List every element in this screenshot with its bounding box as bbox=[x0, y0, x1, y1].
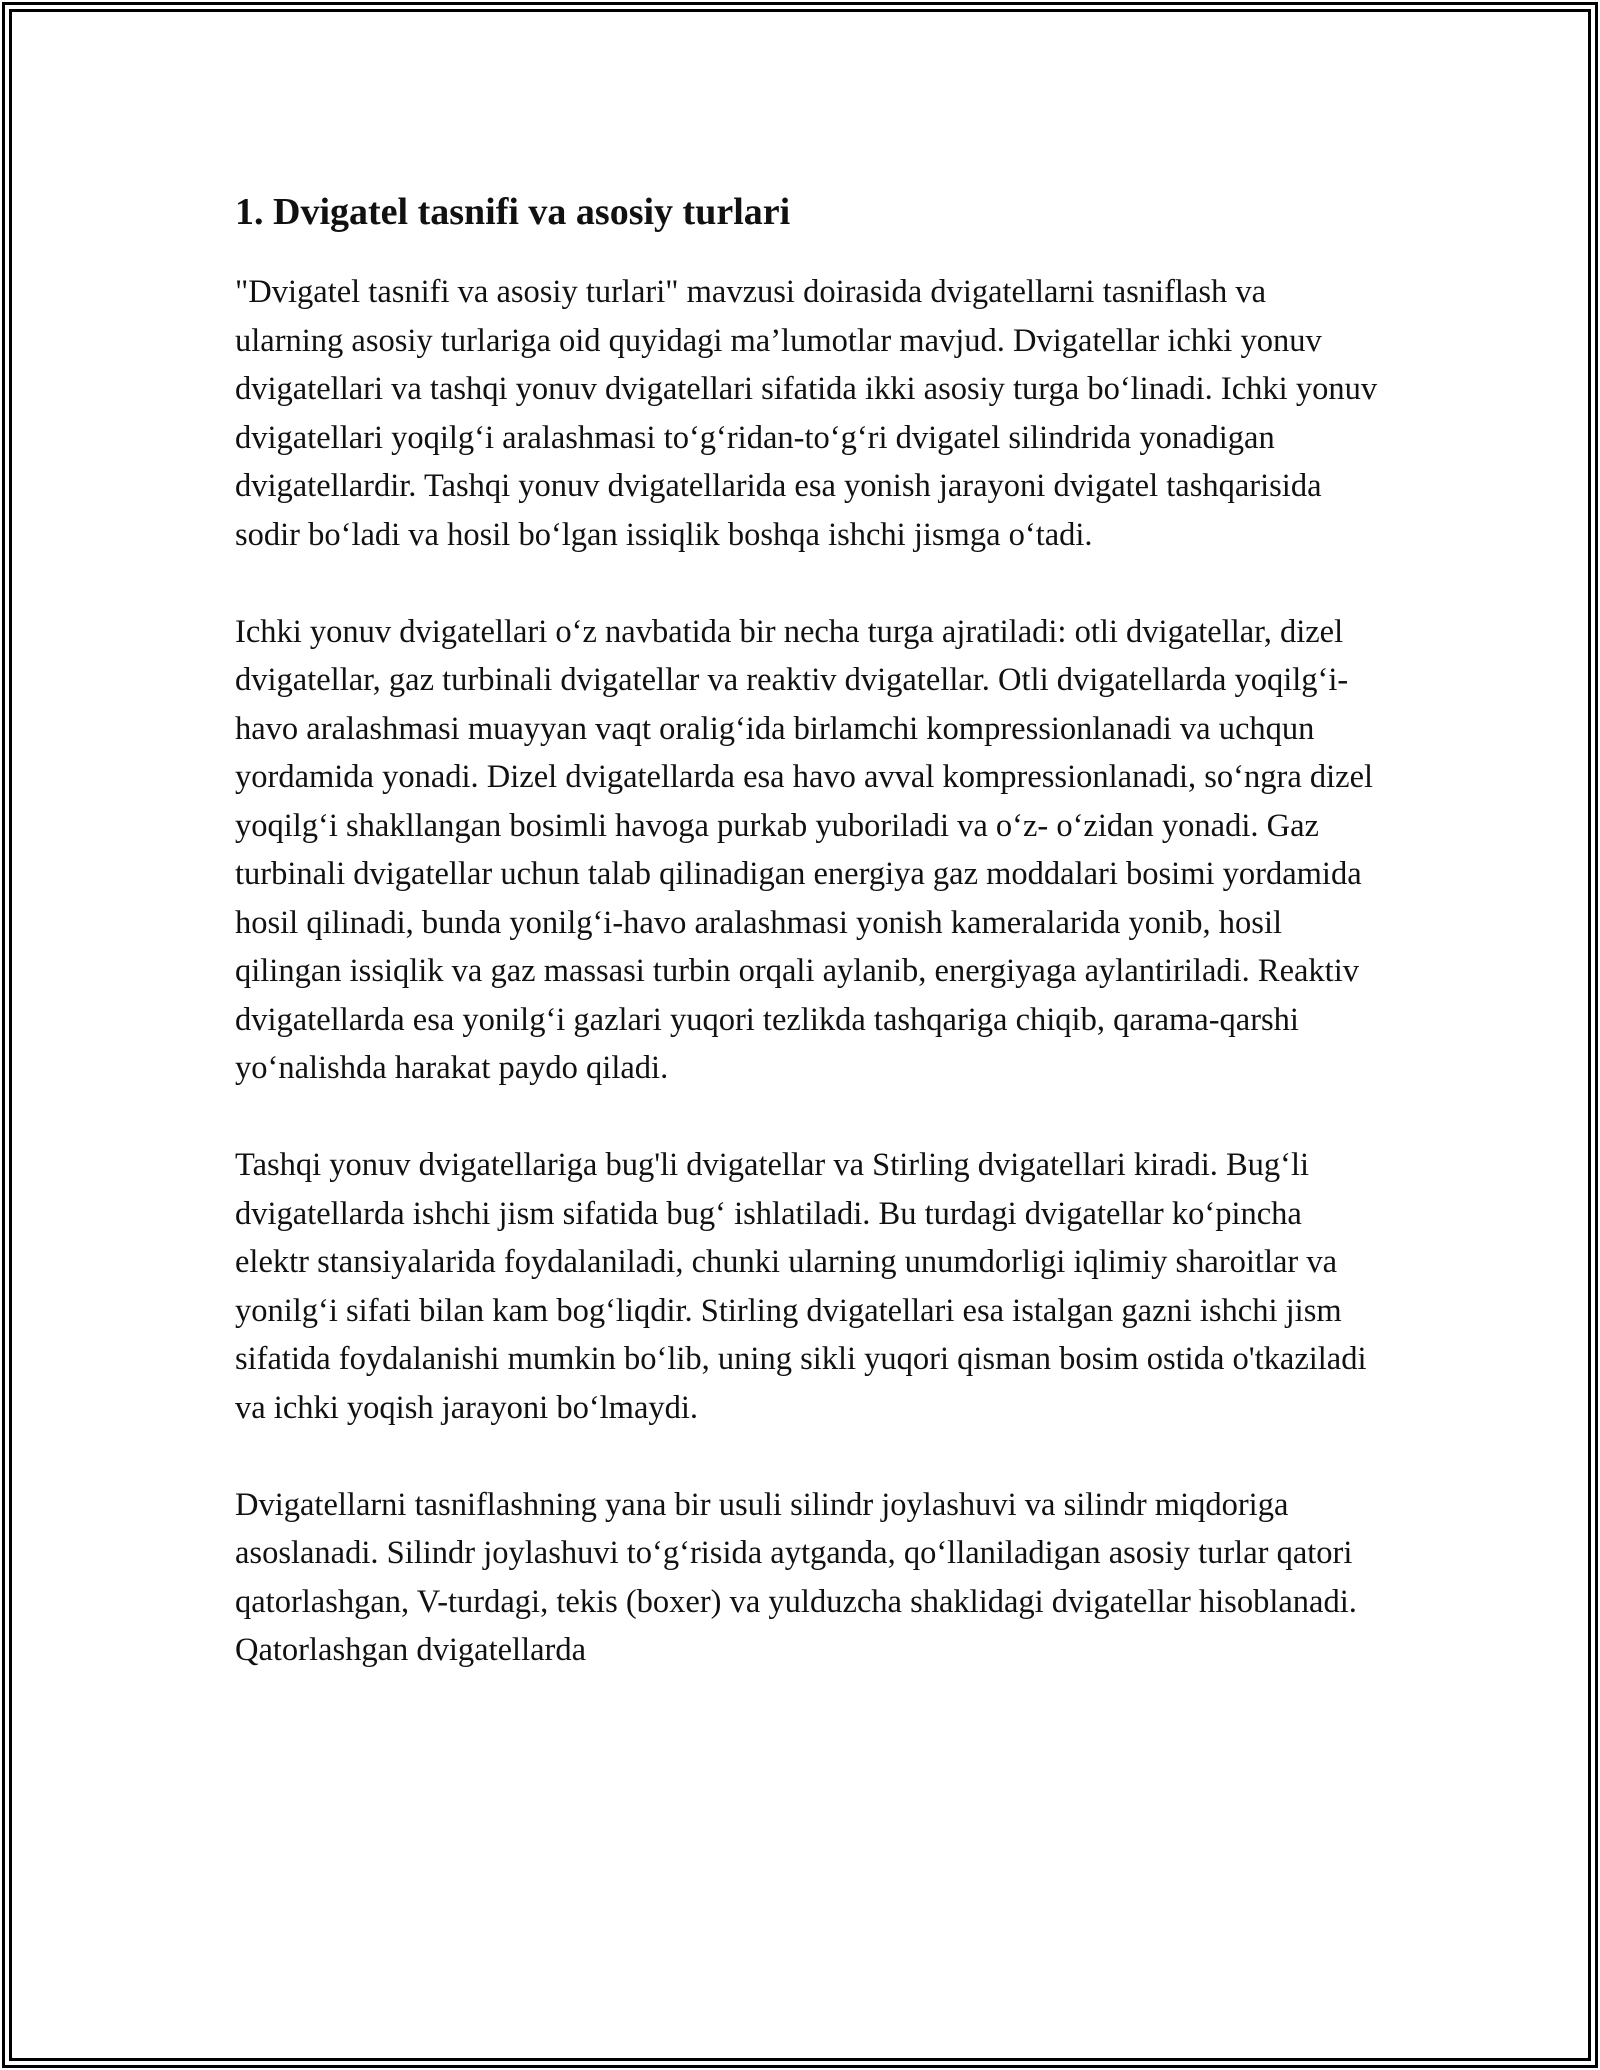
document-body bbox=[235, 182, 1380, 1723]
paragraph-cylinder-layout: Dvigatellarni tasniflashning yana bir usuli silindr joylashuvi va silindr miqdoriga asoslanadi. Silindr joylashuvi to‘g‘risida aytganda, qo‘llaniladigan asosiy turlar qatori qatorlashgan, V-turdagi, tekis (boxer) va yulduzcha shaklidagi dvigatellar hisoblanadi. Qatorlashgan dvigatellarda bbox=[235, 1486, 1357, 1668]
paragraph-external-combustion: Tashqi yonuv dvigatellariga bug'li dvigatellar va Stirling dvigatellari kiradi. Bug‘li dvigatellarda ishchi jism sifatida bug‘ ishlatiladi. Bu turdagi dvigatellar ko‘pincha elektr stansiyalarida foydalaniladi, chunki ularning unumdorligi iqlimiy sharoitlar va yonilg‘i sifati bilan kam bog‘liqdir. Stirling dvigatellari esa istalgan gazni ishchi jism sifatida foydalanishi mumkin bo‘lib, uning sikli yuqori qisman bosim ostida o'tkaziladi va ichki yoqish jarayoni bo‘lmaydi. bbox=[235, 1147, 1367, 1426]
paragraph-internal-combustion: Ichki yonuv dvigatellari o‘z navbatida bir necha turga ajratiladi: otli dvigatellar, dizel dvigatellar, gaz turbinali dvigatellar va reaktiv dvigatellar. Otli dvigatellarda yoqilg‘i-havo aralashmasi muayyan vaqt oralig‘ida birlamchi kompressionlanadi va uchqun yordamida yonadi. Dizel dvigatellarda esa havo avval kompressionlanadi, so‘ngra dizel yoqilg‘i shakllangan bosimli havoga purkab yuboriladi va o‘z- o‘zidan yonadi. Gaz turbinali dvigatellar uchun talab qilinadigan energiya gaz moddalari bosimi yordamida hosil qilinadi, bunda yonilg‘i-havo aralashmasi yonish kameralarida yonib, hosil qilingan issiqlik va gaz massasi turbin orqali aylanib, energiyaga aylantiriladi. Reaktiv dvigatellarda esa yonilg‘i gazlari yuqori tezlikda tashqariga chiqib, qarama-qarshi yo‘nalishda harakat paydo qiladi. bbox=[235, 613, 1374, 1086]
section-heading: 1. Dvigatel tasnifi va asosiy turlari bbox=[235, 191, 791, 233]
paragraph-intro: "Dvigatel tasnifi va asosiy turlari" mavzusi doirasida dvigatellarni tasniflash va ularning asosiy turlariga oid quyidagi ma’lumotlar mavjud. Dvigatellar ichki yonuv dvigatellari va tashqi yonuv dvigatellari sifatida ikki asosiy turga bo‘linadi. Ichki yonuv dvigatellari yoqilg‘i aralashmasi to‘g‘ridan-to‘g‘ri dvigatel silindrida yonadigan dvigatellardir. Tashqi yonuv dvigatellarida esa yonish jarayoni dvigatel tashqarisida sodir bo‘ladi va hosil bo‘lgan issiqlik boshqa ishchi jismga o‘tadi. bbox=[235, 274, 1378, 553]
